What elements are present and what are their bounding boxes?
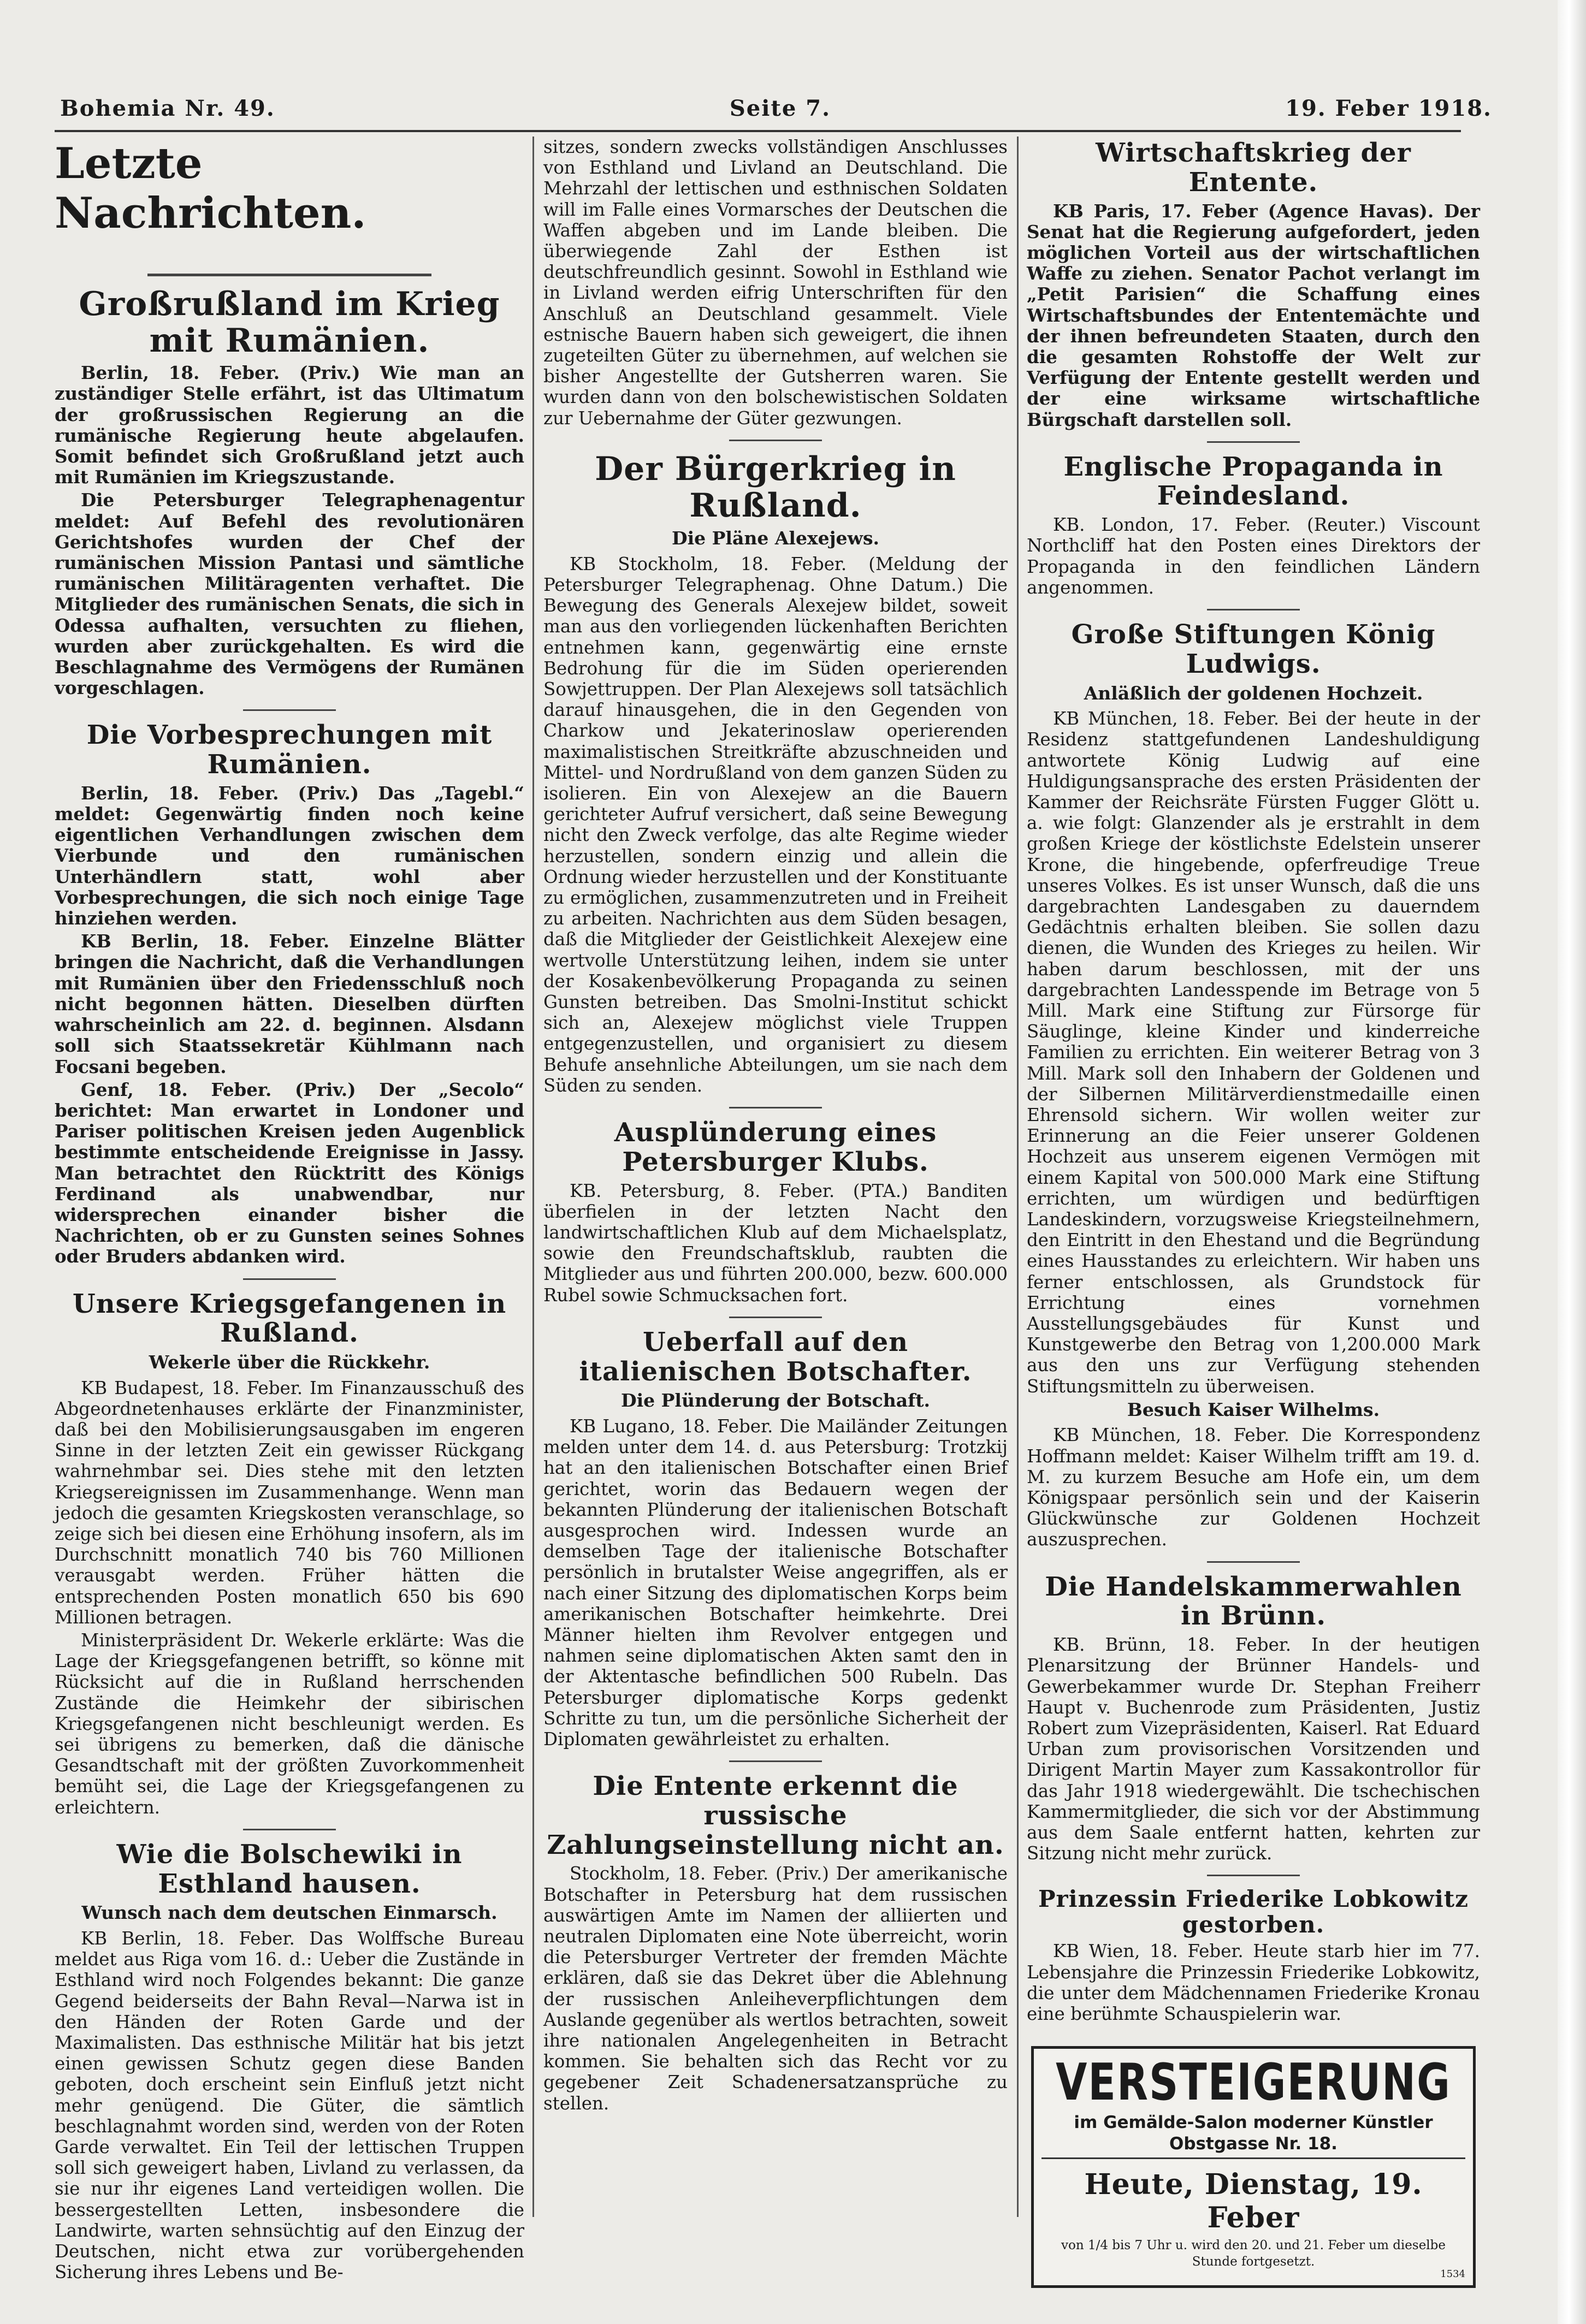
article-title: Wie die Bolschewiki in Esthland hausen.	[116, 1839, 463, 1899]
article-vorbesprechungen	[55, 721, 524, 1267]
article-entente-zahlungseinstellung	[543, 1772, 1008, 2114]
article-title: Wirtschaftskrieg der Entente.	[1096, 138, 1411, 198]
article-continuation	[543, 137, 1008, 429]
page-edge	[1558, 0, 1586, 2324]
article-paragraph: Die Petersburger Telegraphenagentur meldet: Auf Befehl des revolutionären Gerichtshofes wurden der Chef der rumänischen Mission Pantasi und sämtliche rumänischen Militäragenten verhaftet. Die Mitglieder des rumänischen Senats, die sich in Odessa aufhalten, versuchten zu fliehen, wurden aber zurückgehalten. Es wird die Beschlagnahme des Vermögens der Rumänen vorgeschlagen.	[55, 489, 524, 699]
article-title: Ausplünderung eines Petersburger Klubs.	[614, 1117, 937, 1177]
paper-name: Bohemia Nr. 49.	[60, 95, 275, 121]
divider	[729, 440, 822, 441]
column-middle	[543, 137, 1008, 2217]
article-paragraph: Berlin, 18. Feber. (Priv.) Das „Tagebl.“ meldet: Gegenwärtig finden noch keine eigentlichen Verhandlungen zwischen dem Vierbunde und den rumänischen Unterhändlern statt, wohl aber Vorbesprechungen, die sich noch einige Tage hinziehen werden.	[55, 782, 524, 929]
ad-code: 1534	[1440, 2268, 1465, 2280]
article-title: Prinzessin Friederike Lobkowitz gestorben.	[1038, 1886, 1469, 1938]
article-paragraph: KB Berlin, 18. Feber. Das Wolffsche Bureau meldet aus Riga vom 16. d.: Ueber die Zustände in Esthland wird noch Folgendes bekannt: Die ganze Gegend beiderseits der Bahn Reval—Narwa ist in den Händen der Roten Garde und der Maximalisten. Das esthnische Militär hat bis jetzt einen gewissen Schutz gegen diese Banden geboten, doch erscheint sein Einfluß jetzt nicht mehr genügend. Die Güter, die sämtlich beschlagnahmt worden sind, werden von der Roten Garde verwaltet. Ein Teil der lettischen Truppen soll sich geweigert haben, Livland zu verlassen, da sie nur ihr eigenes Land verteidigen wollen. Die bessergestellten Letten, insbesondere die Landwirte, warten sehnsüchtig auf den Einzug der Deutschen, nicht etwa zur vorübergehenden Sicherung ihres Lebens und Be-	[55, 1928, 524, 2283]
divider	[729, 1760, 822, 1762]
divider	[243, 709, 336, 711]
article-paragraph: KB Wien, 18. Feber. Heute starb hier im 77. Lebensjahre die Prinzessin Friederike Lobkowitz, die unter dem Mädchennamen Friederike Kronau eine berühmte Schauspielerin war.	[1027, 1941, 1480, 2025]
article-title: Die Vorbesprechungen mit Rumänien.	[86, 720, 493, 780]
ad-headline: VERSTEIGERUNG	[1056, 2053, 1451, 2112]
header-rule	[55, 130, 1461, 132]
article-stiftungen-koenig-ludwig	[1027, 620, 1480, 1550]
article-subtitle: Die Pläne Alexejews.	[671, 527, 880, 549]
ad-times: von 1/4 bis 7 Uhr u. wird den 20. und 21. Feber um dieselbe Stunde fortgesetzt.	[1061, 2238, 1446, 2269]
article-paragraph: KB München, 18. Feber. Bei der heute in der Residenz stattgefundenen Landeshuldigung antwortete König Ludwig auf eine Huldigungsansprache des ersten Präsidenten der Kammer der Reichsräte Fürsten Fugger Glött u. a. wie folgt: Glanzender als je erstrahlt in dem großen Kriege der köstlichste Edelstein unserer Krone, die hingebende, opferfreudige Treue unseres Volkes. Es ist unser Wunsch, daß die uns dargebrachten Landesgaben zu dauerndem Gedächtnis erhalten bleiben. Sie sollen dazu dienen, die Wunden des Krieges zu heilen. Wir haben darum beschlossen, mit der uns dargebrachten Landesspende im Betrage von 5 Mill. Mark eine Stiftung zur Fürsorge für Säuglinge, kleine Kinder und kinderreiche Familien zu errichten. Ein weiterer Betrag von 3 Mill. Mark soll den Inhabern der Goldenen und der Silbernen Militärverdienstmedaille einen Ehrensold sichern. Wir wollen weiter zur Erinnerung an die Feier unserer Goldenen Hochzeit aus unserem eigenen Vermögen mit einem Kapital von 500.000 Mark eine Stiftung errichten, um würdigen und bedürftigen Landeskindern, vorzugsweise Kriegsteilnehmern, den Eintritt in den Ehestand und die Begründung eines Hausstandes zu erleichtern. Wir haben uns ferner entschlossen, als Grundstock für Errichtung eines vornehmen Ausstellungsgebäudes für Kunst und Kunstgewerbe den Betrag von 1,200.000 Mark aus den uns zur Verfügung stehenden Stiftungsmitteln zu überweisen.	[1027, 708, 1480, 1397]
section-masthead: Letzte Nachrichten.	[55, 139, 366, 238]
column-right	[1027, 137, 1480, 2280]
divider	[729, 1107, 822, 1108]
article-paragraph: Stockholm, 18. Feber. (Priv.) Der amerikanische Botschafter in Petersburg hat dem russischen auswärtigen Amte im Namen der alliierten und neutralen Diplomaten eine Note überreicht, worin die Petersburger Vertreter der fremden Mächte erklären, daß sie das Dekret über die Ablehnung der russischen Anleiheverpflichtungen dem Auslande gegenüber als wertlos betrachten, soweit ihre nationalen Angelegenheiten in Betracht kommen. Sie behalten sich das Recht vor zu gegebener Zeit Schadenersatzansprüche zu stellen.	[543, 1863, 1008, 2114]
divider	[1207, 441, 1300, 443]
article-paragraph: Berlin, 18. Feber. (Priv.) Wie man an zuständiger Stelle erfährt, ist das Ultimatum der großrussischen Regierung an die rumänische Regierung heute abgelaufen. Somit befindet sich Großrußland jetzt auch mit Rumänien im Kriegszustande.	[55, 362, 524, 488]
issue-date: 19. Feber 1918.	[1285, 95, 1492, 121]
article-paragraph: KB. Petersburg, 8. Feber. (PTA.) Banditen überfielen in der letzten Nacht den landwirtschaftlichen Klub auf dem Michaelsplatz, sowie den Freundschaftsklub, raubten die Mitglieder aus und führten 200.000, bezw. 600.000 Rubel sowie Schmucksachen fort.	[543, 1180, 1008, 1306]
advertisement-versteigerung	[1031, 2046, 1476, 2288]
article-subtitle: Wekerle über die Rückkehr.	[149, 1351, 430, 1373]
running-head	[60, 92, 1492, 124]
article-paragraph: KB Paris, 17. Feber (Agence Havas). Der Senat hat die Regierung aufgefordert, jeden möglichen Vorteil aus der wirtschaftlichen Waffe zu ziehen. Senator Pachot verlangt im „Petit Parisien“ die Schaffung eines Wirtschaftsbundes der Ententemächte und der ihnen befreundeten Staaten, durch den die gesamten Rohstoffe der Welt zur Verfügung der Entente gestellt werden und der eine wirksame wirtschaftliche Bürgschaft darstellen soll.	[1027, 200, 1480, 430]
ad-rule	[1041, 2157, 1465, 2159]
article-paragraph: KB Lugano, 18. Feber. Die Mailänder Zeitungen melden unter dem 14. d. aus Petersburg: Trotzkij hat an den italienischen Botschafter einen Brief gerichtet, worin das Bedauern wegen der bekannten Plünderung der italienischen Botschaft ausgesprochen wird. Indessen wurde an demselben Tage der italienische Botschafter persönlich in brutalster Weise angegriffen, als er nach einer Sitzung des diplomatischen Korps beim amerikanischen Botschafter heimkehrte. Drei Männer hielten ihm Revolver entgegen und nahmen seine diplomatischen Akten samt den in der Aktentasche befindlichen 500 Rubeln. Das Petersburger diplomatische Korps gedenkt Schritte zu tun, um die persönliche Sicherheit der Diplomaten gewährleistet zu erhalten.	[543, 1415, 1008, 1750]
article-buergerkrieg	[543, 451, 1008, 1096]
article-subtitle: Wunsch nach dem deutschen Einmarsch.	[81, 1902, 498, 1924]
article-title: Große Stiftungen König Ludwigs.	[1071, 619, 1436, 679]
column-left	[55, 137, 524, 2283]
divider	[243, 1829, 336, 1830]
article-title: Ueberfall auf den italienischen Botschafter.	[579, 1326, 972, 1387]
article-title: Die Entente erkennt die russische Zahlungseinstellung nicht an.	[547, 1771, 1004, 1860]
article-title: Der Bürgerkrieg in Rußland.	[595, 449, 956, 525]
article-subtitle: Die Plünderung der Botschaft.	[620, 1390, 931, 1412]
article-bolschewiki-esthland	[55, 1840, 524, 2283]
article-englische-propaganda	[1027, 453, 1480, 598]
divider	[1207, 1875, 1300, 1876]
page-number: Seite 7.	[729, 95, 831, 121]
article-paragraph: sitzes, sondern zwecks vollständigen Anschlusses von Esthland und Livland an Deutschland. Die Mehrzahl der lettischen und esthnischen Soldaten will im Falle eines Vormarsches der Deutschen die Waffen abgeben und im Lande bleiben. Die überwiegende Zahl der Esthen ist deutschfreundlich gesinnt. Sowohl in Esthland wie in Livland werden eifrig Unterschriften für den Anschluß an Deutschland gesammelt. Viele estnische Bauern haben sich geweigert, die ihnen zugeteilten Güter zu übernehmen, auf welchen sie bisher Angestellte der Gutsherren waren. Sie wurden dann von den bolschewistischen Soldaten zur Uebernahme der Güter gezwungen.	[543, 137, 1008, 429]
column-rule	[532, 137, 534, 2217]
article-paragraph: KB München, 18. Feber. Die Korrespondenz Hoffmann meldet: Kaiser Wilhelm trifft am 19. d. M. zu kurzem Besuche am Hofe ein, um dem Königspaar persönlich sein und der Kaiserin Glückwünsche zur Goldenen Hochzeit auszusprechen.	[1027, 1425, 1480, 1550]
column-rule	[1017, 137, 1019, 2217]
article-paragraph: Genf, 18. Feber. (Priv.) Der „Secolo“ berichtet: Man erwartet in Londoner und Pariser politischen Kreisen jeden Augenblick bestimmte entscheidende Ereignisse in Jassy. Man betrachtet den Rücktritt des Königs Ferdinand als unabwendbar, nur widersprechen einander bisher die Nachrichten, ob er zu Gunsten seines Sohnes oder Bruders abdanken wird.	[55, 1078, 524, 1267]
article-ueberfall-botschafter	[543, 1328, 1008, 1750]
article-title: Unsere Kriegsgefangenen in Rußland.	[72, 1288, 507, 1349]
article-paragraph: KB Stockholm, 18. Feber. (Meldung der Petersburger Telegraphenag. Ohne Datum.) Die Bewegung des Generals Alexejew bildet, soweit man aus den vorliegenden lückenhaften Berichten entnehmen kann, gegenwärtig eine ernste Bedrohung für die im Süden operierenden Sowjettruppen. Der Plan Alexejews soll tatsächlich darauf hinausgehen, die in den Gegenden von Charkow und Jekaterinoslaw operierenden maximalistischen Streitkräfte abzuschneiden und Mittel- und Nordrußland von dem ganzen Süden zu isolieren. Ein von Alexejew an die Bauern gerichteter Aufruf versichert, daß seine Bewegung nicht den Zweck verfolge, das alte Regime wieder herzustellen, sondern einzig und allein die Ordnung wieder herzustellen und der Konstituante zu ermöglichen, zusammenzutreten und in Freiheit zu arbeiten. Nachrichten aus dem Süden besagen, daß die Mitglieder der Geistlichkeit Alexejew eine wertvolle Unterstützung leihen, indem sie unter der Kosakenbevölkerung Propaganda zu seinen Gunsten betreiben. Das Smolni-Institut schickt sich an, Alexejew möglichst viele Truppen entgegenzustellen, und organisiert zu diesem Behufe ansehnliche Abteilungen, um sie nach dem Süden zu senden.	[543, 553, 1008, 1096]
divider	[729, 1317, 822, 1318]
article-title: Englische Propaganda in Feindesland.	[1063, 451, 1443, 512]
article-prinzessin-lobkowitz	[1027, 1886, 1480, 2024]
article-grossrussland	[55, 286, 524, 699]
divider	[243, 1278, 336, 1280]
ad-date: Heute, Dienstag, 19. Feber	[1084, 2168, 1423, 2235]
article-paragraph: Ministerpräsident Dr. Wekerle erklärte: Was die Lage der Kriegsgefangenen betrifft, so könne mit Rücksicht auf die in Rußland herrschenden Zustände die Heimkehr der sibirischen Kriegsgefangenen nicht beschleunigt werden. Es sei übrigens zu bemerken, daß die dänische Gesandtschaft mit der größten Zuvorkommenheit bemüht sei, die Lage der Kriegsgefangenen zu erleichtern.	[55, 1630, 524, 1818]
article-handelskammerwahlen	[1027, 1573, 1480, 1864]
article-paragraph: KB Budapest, 18. Feber. Im Finanzausschuß des Abgeordnetenhauses erklärte der Finanzminister, daß bei den Mobilisierungsausgaben im engeren Sinne in der letzten Zeit ein gewisser Rückgang wahrnehmbar sei. Dies stehe mit den letzten Kriegsereignissen im Zusammenhange. Wenn man jedoch die gesamten Kriegskosten veranschlage, so zeige sich bei diesen eine Erhöhung insofern, als im Durchschnitt monatlich 740 bis 760 Millionen verausgabt werden. Früher hätten die entsprechenden Posten monatlich 650 bis 690 Millionen betragen.	[55, 1377, 524, 1628]
article-paragraph: KB Berlin, 18. Feber. Einzelne Blätter bringen die Nachricht, daß die Verhandlungen mit Rumänien über den Friedensschluß noch nicht begonnen hätten. Dieselben dürften wahrscheinlich am 22. d. beginnen. Alsdann soll sich Staatssekretär Kühlmann nach Focsani begeben.	[55, 930, 524, 1077]
article-kriegsgefangene	[55, 1290, 524, 1818]
article-subtitle: Anläßlich der goldenen Hochzeit.	[1084, 682, 1423, 704]
article-subtitle: Besuch Kaiser Wilhelms.	[1127, 1398, 1380, 1420]
divider	[1207, 609, 1300, 610]
divider	[1207, 1561, 1300, 1563]
article-wirtschaftskrieg	[1027, 139, 1480, 430]
article-title: Großrußland im Krieg mit Rumänien.	[79, 284, 500, 360]
ad-venue: im Gemälde-Salon moderner Künstler Obstgasse Nr. 18.	[1074, 2112, 1433, 2154]
article-title: Die Handelskammerwahlen in Brünn.	[1045, 1571, 1462, 1632]
divider	[147, 274, 431, 276]
article-paragraph: KB. London, 17. Feber. (Reuter.) Viscount Northcliff hat den Posten eines Direktors der Propaganda in den feindlichen Ländern angenommen.	[1027, 514, 1480, 598]
article-auspluenderung	[543, 1118, 1008, 1306]
article-paragraph: KB. Brünn, 18. Feber. In der heutigen Plenarsitzung der Brünner Handels- und Gewerbekammer wurde Dr. Stephan Freiherr Haupt v. Buchenrode zum Präsidenten, Justiz Robert zum Vizepräsidenten, Kaiserl. Rat Eduard Urban zum provisorischen Vorsitzenden und Dirigent Martin Mayer zum Kassakontrollor für das Jahr 1918 wiedergewählt. Die tschechischen Kammermitglieder, die sich vor der Abstimmung aus dem Saale entfernt hatten, kehrten zur Sitzung nicht mehr zurück.	[1027, 1634, 1480, 1864]
